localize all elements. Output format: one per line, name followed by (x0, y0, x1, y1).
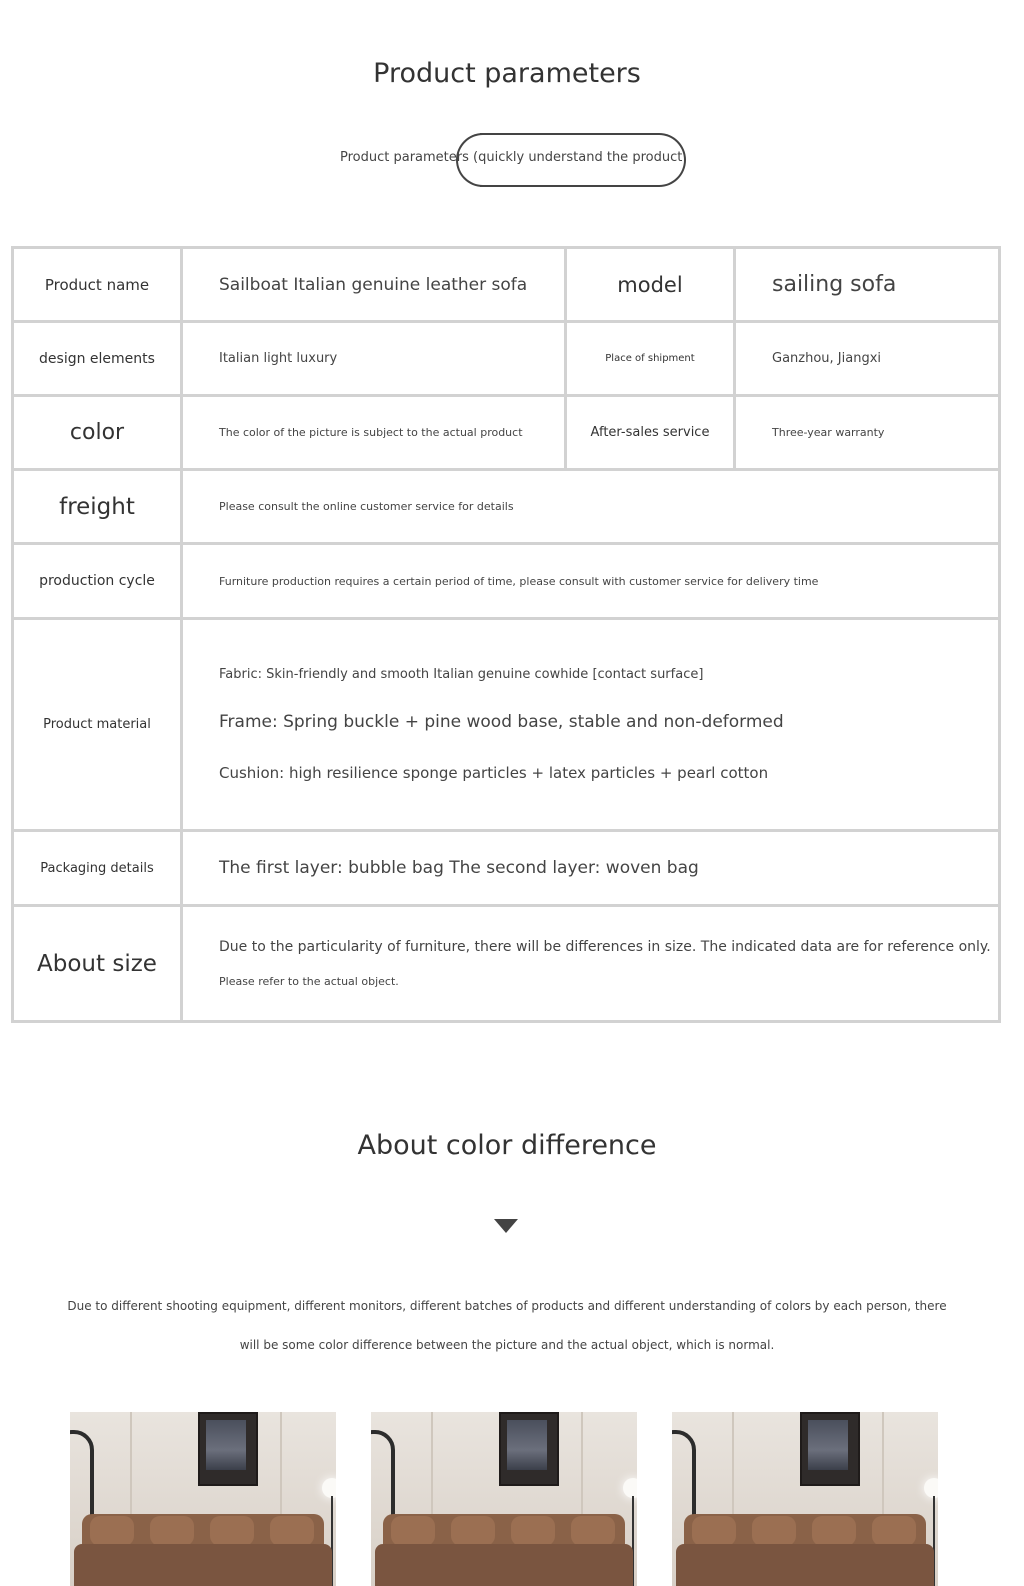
model-value: sailing sofa (735, 248, 1000, 322)
product-name-value: Sailboat Italian genuine leather sofa (182, 248, 566, 322)
size-line-2: Please refer to the actual object. (219, 975, 399, 988)
production-cycle-value: Furniture production requires a certain period of time, please consult with customer service for delivery time (182, 544, 1000, 619)
table-row (13, 544, 1000, 619)
design-elements-value: Italian light luxury (182, 322, 566, 396)
sofa-photo-1 (70, 1412, 336, 1586)
about-size-label: About size (13, 906, 182, 1022)
color-note-line-2: will be some color difference between the picture and the actual object, which is normal. (239, 1338, 775, 1352)
params-pill (340, 133, 690, 187)
pill-text: Product parameters (quickly understand the product (340, 150, 683, 165)
color-label: color (13, 396, 182, 470)
product-parameters-table (11, 246, 1001, 1023)
design-elements-label: design elements (13, 322, 182, 396)
shipment-value: Ganzhou, Jiangxi (735, 322, 1000, 396)
material-line-cushion: Cushion: high resilience sponge particles + latex particles + pearl cotton (219, 764, 769, 782)
after-sales-label: After-sales service (566, 396, 735, 470)
color-difference-title: About color difference (357, 1130, 657, 1161)
table-row (13, 396, 1000, 470)
down-arrow-icon (494, 1219, 518, 1233)
table-row (13, 248, 1000, 322)
table-row (13, 322, 1000, 396)
size-line-1: Due to the particularity of furniture, there will be differences in size. The indicated data are for reference only. (219, 939, 991, 955)
color-value: The color of the picture is subject to the actual product (182, 396, 566, 470)
table-row (13, 619, 1000, 831)
freight-value: Please consult the online customer service for details (182, 470, 1000, 544)
about-size-value (182, 906, 1000, 1022)
product-name-label: Product name (13, 248, 182, 322)
shipment-label: Place of shipment (566, 322, 735, 396)
table-row (13, 470, 1000, 544)
product-material-value (182, 619, 1000, 831)
table-row (13, 906, 1000, 1022)
freight-label: freight (13, 470, 182, 544)
material-line-fabric: Fabric: Skin-friendly and smooth Italian genuine cowhide [contact surface] (219, 667, 704, 682)
page-title: Product parameters (373, 58, 641, 89)
material-line-frame: Frame: Spring buckle + pine wood base, stable and non-deformed (219, 712, 784, 732)
sofa-photo-3 (672, 1412, 938, 1586)
production-cycle-label: production cycle (13, 544, 182, 619)
model-label: model (566, 248, 735, 322)
color-note-line-1: Due to different shooting equipment, different monitors, different batches of products and different understanding of colors by each person, there (67, 1299, 947, 1313)
packaging-label: Packaging details (13, 831, 182, 906)
table-row (13, 831, 1000, 906)
packaging-value: The first layer: bubble bag The second layer: woven bag (182, 831, 1000, 906)
sofa-photo-2 (371, 1412, 637, 1586)
product-material-label: Product material (13, 619, 182, 831)
after-sales-value: Three-year warranty (735, 396, 1000, 470)
